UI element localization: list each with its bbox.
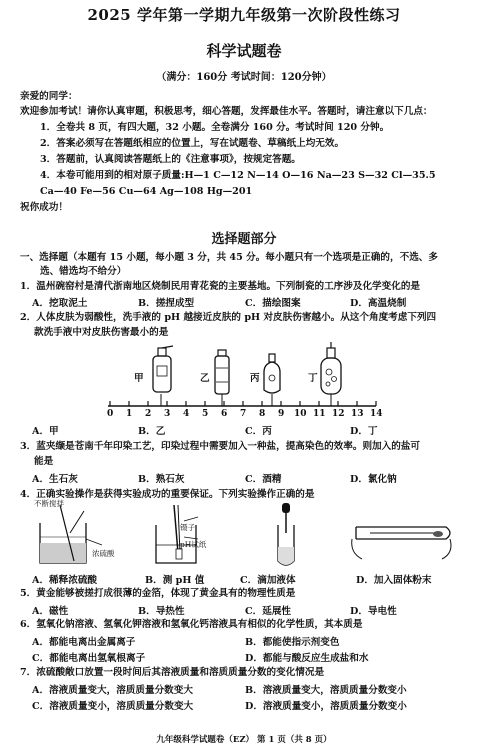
q1-option-b: B．搓捏成型 [138, 298, 195, 309]
bottle-jia-icon [153, 346, 173, 392]
ph-scale-number: 12 [332, 409, 345, 419]
q2-stem-cont: 款洗手液中对皮肤伤害最小的是 [34, 327, 169, 338]
q7-option-b: B．溶液质量变大，溶质质量分数变小 [245, 685, 407, 696]
q2-option-c: C．丙 [245, 426, 272, 437]
part1-heading-cont: 选、错选均不给分） [40, 266, 127, 277]
greeting: 亲爱的同学： [20, 91, 78, 102]
q4-option-b: B．测 pH 值 [145, 575, 205, 586]
label-tweezers: 镊子 [180, 523, 195, 532]
q2-option-a: A．甲 [32, 426, 59, 437]
bottle-yi-icon [215, 350, 229, 394]
bottle-label-bing: 丙 [250, 373, 260, 384]
label-acid: 浓硫酸 [92, 549, 115, 558]
q2-option-b: B．乙 [138, 426, 166, 437]
exam-info: （满分：160分 考试时间：120分钟） [156, 72, 332, 83]
ph-scale-number: 10 [294, 409, 307, 419]
q4-option-d: D．加入固体粉末 [356, 575, 432, 586]
ph-test-icon [156, 505, 198, 563]
q2-stem: 2．人体皮肤为弱酸性，洗手液的 pH 越接近皮肤的 pH 对皮肤伤害越小。从这个角度考虑下列四 [20, 312, 437, 323]
q6-option-a: A．都能电离出金属离子 [32, 637, 136, 648]
ph-scale-number: 9 [278, 409, 285, 419]
q5-option-d: D．导电性 [350, 606, 397, 617]
wish: 祝你成功！ [20, 202, 68, 213]
q7-option-c: C．溶液质量变小，溶质质量分数变大 [32, 701, 194, 712]
notice-item: 2．答案必须写在答题纸相应的位置上，写在试题卷、草稿纸上均无效。 [40, 138, 345, 149]
q5-option-a: A．磁性 [32, 606, 69, 617]
bottle-label-yi: 乙 [200, 373, 210, 384]
lab-operations-figure [30, 503, 460, 569]
ph-scale-number: 8 [259, 409, 266, 419]
ph-scale-number: 0 [107, 409, 114, 419]
q1-stem: 1．温州碗窑村是清代浙南地区烧制民用青花瓷的主要基地。下列制瓷的工序涉及化学变化的是 [20, 281, 421, 292]
ph-scale-number: 3 [164, 409, 171, 419]
ph-scale-number: 4 [183, 409, 190, 419]
notice-item: 3．答题前，认真阅读答题纸上的《注意事项》，按规定答题。 [40, 154, 301, 165]
q7-stem: 7．浓硫酸敞口放置一段时间后其溶液质量和溶质质量分数的变化情况是 [20, 667, 325, 678]
q7-option-d: D．溶液质量变小，溶质质量分数变小 [245, 701, 407, 712]
dropper-tube-icon [278, 503, 294, 565]
part1-heading: 一、选择题（本题有 15 小题，每小题 3 分，共 45 分。每小题只有一个选项是正确的，不选、多 [20, 252, 438, 263]
q1-option-c: C．描绘图案 [245, 298, 301, 309]
page-footer: 九年级科学试题卷（EZ） 第 1 页（共 8 页） [156, 735, 332, 745]
notice-item: 4．本卷可能用到的相对原子质量:H—1 C—12 N—14 O—16 Na—23 S—32 Cl—35.5 [40, 170, 436, 181]
q1-option-a: A．挖取泥土 [32, 298, 88, 309]
notice-item: 1．全卷共 8 页，有四大题，32 小题。全卷满分 160 分。考试时间 120 分钟。 [40, 122, 390, 133]
q6-option-b: B．都能使指示剂变色 [245, 637, 340, 648]
section-title: 选择题部分 [211, 232, 277, 247]
notice-intro: 欢迎参加考试！请你认真审题，积极思考，细心答题，发挥最佳水平。答题时，请注意以下几点： [20, 106, 433, 117]
q7-option-a: A．溶液质量变大，溶质质量分数变大 [32, 685, 193, 696]
q5-option-b: B．导热性 [138, 606, 185, 617]
powder-tube-icon [352, 527, 451, 559]
atomic-masses: Ca—40 Fe—56 Cu—64 Ag—108 Hg—201 [40, 186, 253, 197]
label-ph-paper: pH试纸 [180, 540, 207, 549]
q3-option-b: B．熟石灰 [138, 474, 185, 485]
ph-scale-number: 14 [370, 409, 383, 419]
q3-option-c: C．酒精 [245, 474, 282, 485]
q4-option-a: A．稀释浓硫酸 [32, 575, 98, 586]
q3-option-d: D．氯化钠 [350, 474, 397, 485]
bottle-ding-icon [321, 342, 341, 394]
q4-option-c: C．滴加液体 [240, 575, 296, 586]
q3-stem-cont: 能是 [34, 456, 54, 467]
q2-option-d: D．丁 [350, 426, 378, 437]
q5-option-c: C．延展性 [245, 606, 292, 617]
ph-scale-number: 13 [351, 409, 364, 419]
ph-scale-number: 6 [221, 409, 228, 419]
ph-scale-number: 5 [202, 409, 209, 419]
bottle-label-jia: 甲 [134, 373, 144, 384]
q1-option-d: D．高温烧制 [350, 298, 407, 309]
ph-scale-number: 11 [313, 409, 326, 419]
exam-subtitle: 科学试题卷 [206, 42, 282, 60]
ph-scale-number: 1 [126, 409, 133, 419]
q5-stem: 5．黄金能够被搓打成很薄的金箔，体现了黄金具有的物理性质是 [20, 588, 296, 599]
ph-scale-number: 2 [145, 409, 152, 419]
q6-option-d: D．都能与酸反应生成盐和水 [245, 653, 369, 664]
q4-stem: 4．正确实验操作是获得实验成功的重要保证。下列实验操作正确的是 [20, 489, 315, 500]
exam-title: 2025 学年第一学期九年级第一次阶段性练习 [87, 6, 401, 24]
ph-scale-number: 7 [240, 409, 247, 419]
q3-option-a: A．生石灰 [32, 474, 78, 485]
label-stir: 不断搅拌 [34, 499, 64, 508]
q6-stem: 6．氢氧化钠溶液、氢氧化钾溶液和氢氧化钙溶液具有相似的化学性质，其本质是 [20, 619, 363, 630]
bottle-label-ding: 丁 [308, 373, 318, 384]
bottle-bing-icon [264, 354, 280, 393]
q3-stem: 3．蓝夹缬是苍南千年印染工艺，印染过程中需要加入一种盐，提高染色的效率。则加入的盐可 [20, 441, 421, 452]
q6-option-c: C．都能电离出氢氧根离子 [32, 653, 146, 664]
